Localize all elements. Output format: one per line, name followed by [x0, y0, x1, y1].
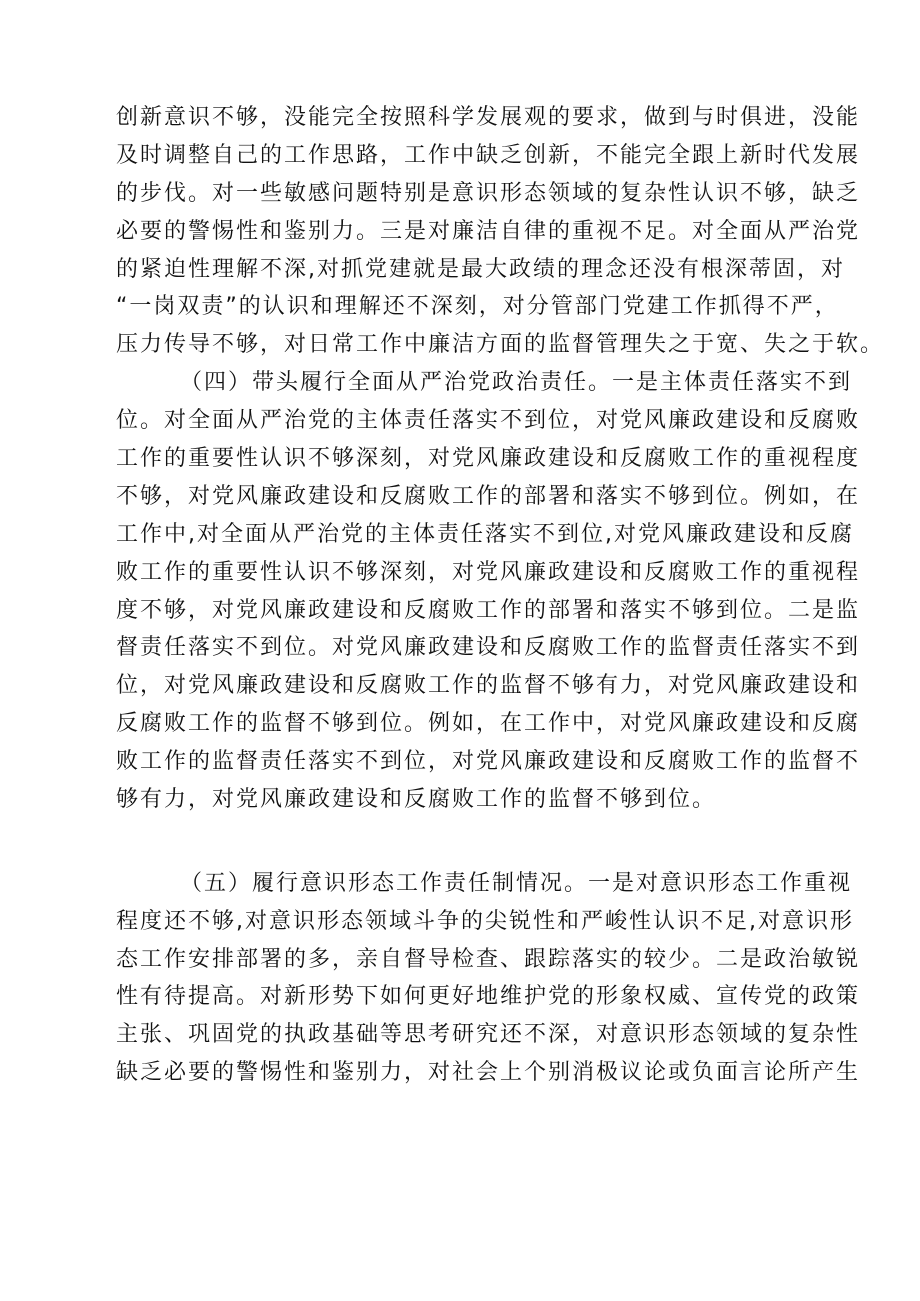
text-line: 度不够，对党风廉政建设和反腐败工作的部署和落实不够到位。二是监: [116, 597, 861, 623]
document-body: [116, 99, 885, 1092]
text-line: 压力传导不够，对日常工作中廉洁方面的监督管理失之于宽、失之于软。: [116, 332, 885, 358]
text-line: 态工作安排部署的多，亲自督导检查、跟踪落实的较少。二是政治敏锐: [116, 946, 861, 972]
text-line: 够有力，对党风廉政建设和反腐败工作的监督不够到位。: [116, 787, 717, 813]
paragraph-spacer: [116, 857, 830, 865]
text-line: 的紧迫性理解不深,对抓党建就是最大政绩的理念还没有根深蒂固，对: [116, 256, 845, 282]
paragraph-heading-line: （五）履行意识形态工作责任制情况。一是对意识形态工作重视: [180, 870, 853, 896]
text-line: 工作的重要性认识不够深刻，对党风廉政建设和反腐败工作的重视程度: [116, 446, 861, 472]
text-line: 督责任落实不到位。对党风廉政建设和反腐败工作的监督责任落实不到: [116, 635, 861, 661]
text-line: 及时调整自己的工作思路，工作中缺乏创新，不能完全跟上新时代发展: [116, 142, 861, 168]
text-line: 位，对党风廉政建设和反腐败工作的监督不够有力，对党风廉政建设和: [116, 673, 861, 699]
text-line: 必要的警惕性和鉴别力。三是对廉洁自律的重视不足。对全面从严治党: [116, 218, 861, 244]
text-line: [116, 819, 830, 857]
text-line: 工作中,对全面从严治党的主体责任落实不到位,对党风廉政建设和反腐: [116, 521, 854, 547]
paragraph-heading-line: （四）带头履行全面从严治党政治责任。一是主体责任落实不到: [180, 370, 853, 396]
text-line: 创新意识不够，没能完全按照科学发展观的要求，做到与时俱进，没能: [116, 105, 861, 130]
text-line: 位。对全面从严治党的主体责任落实不到位，对党风廉政建设和反腐败: [116, 408, 861, 434]
text-line: 败工作的监督责任落实不到位，对党风廉政建设和反腐败工作的监督不: [116, 749, 861, 775]
text-line: 程度还不够,对意识形态领域斗争的尖锐性和严峻性认识不足,对意识形: [116, 908, 854, 934]
text-line: “一岗双责”的认识和理解还不深刻，对分管部门党建工作抓得不严，: [116, 294, 839, 320]
text-line: 反腐败工作的监督不够到位。例如，在工作中，对党风廉政建设和反腐: [116, 711, 861, 737]
text-line: 缺乏必要的警惕性和鉴别力，对社会上个别消极议论或负面言论所产生: [116, 1060, 861, 1086]
text-line: 主张、巩固党的执政基础等思考研究还不深，对意识形态领域的复杂性: [116, 1022, 861, 1048]
text-line: 不够，对党风廉政建设和反腐败工作的部署和落实不够到位。例如，在: [116, 483, 861, 509]
text-line: 的步伐。对一些敏感问题特别是意识形态领域的复杂性认识不够，缺乏: [116, 180, 861, 206]
text-line: 败工作的重要性认识不够深刻，对党风廉政建设和反腐败工作的重视程: [116, 559, 861, 585]
text-line: 性有待提高。对新形势下如何更好地维护党的形象权威、宣传党的政策: [116, 984, 861, 1010]
